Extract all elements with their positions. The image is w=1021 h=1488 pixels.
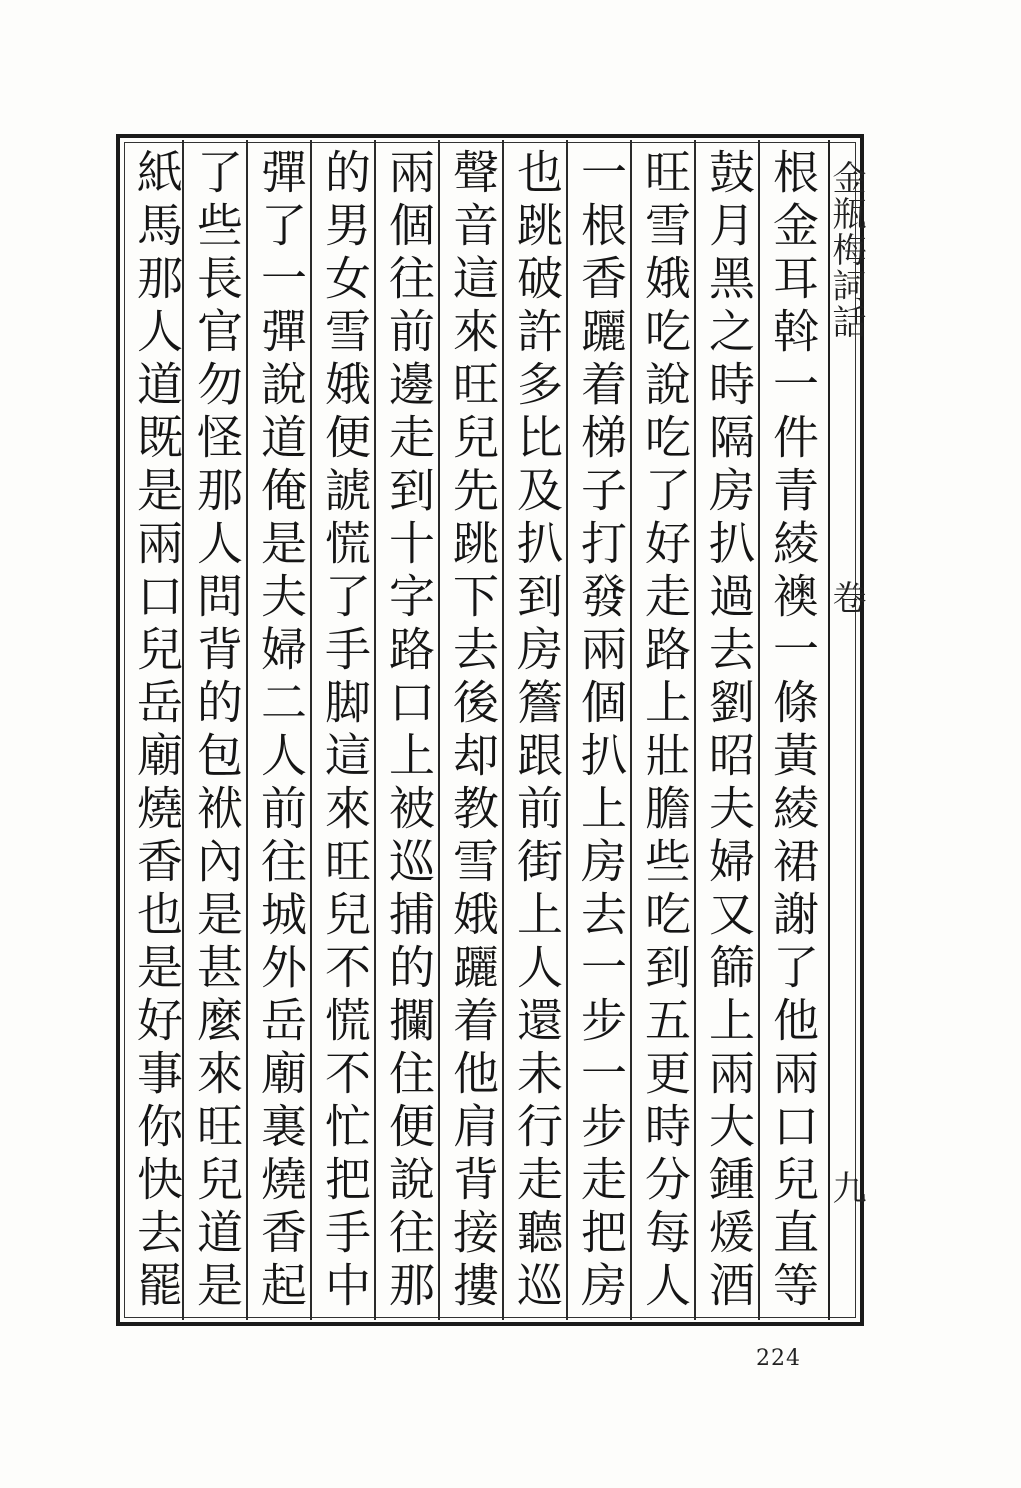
banner-column (826, 140, 866, 1320)
page-number: 224 (756, 1346, 801, 1371)
text-column-1: 根金耳斡一件青綾襖一條黃綾裙謝了他兩口兒直等 (758, 140, 828, 1320)
text-column-6: 聲音這來旺兒先跳下去後却教雪娥躧着他肩背接摟 (438, 140, 508, 1320)
text-columns (122, 140, 828, 1320)
folio-number: 九 (826, 1170, 866, 1204)
text-column-5: 也跳破許多比及扒到房簷跟前街上人還未行走聽巡 (502, 140, 572, 1320)
text-column-11: 紙馬那人道既是兩口兒岳廟燒香也是好事你快去罷 (130, 148, 184, 1314)
text-column-10: 了些長官勿怪那人問背的包袱內是甚麼來旺兒道是 (182, 140, 252, 1320)
text-column-7: 兩個往前邊走到十字路口上被巡捕的攔住便說往那 (374, 140, 444, 1320)
text-column-8: 的男女雪娥便諕慌了手脚這來旺兒不慌不忙把手中 (310, 140, 380, 1320)
juan-marker: 卷 (826, 580, 866, 614)
text-column-2: 鼓月黑之時隔房扒過去劉昭夫婦又篩上兩大鍾煖酒 (694, 140, 764, 1320)
text-column-3: 旺雪娥吃說吃了好走路上壯膽些吃到五更時分每人 (630, 140, 700, 1320)
book-title: 金瓶梅詞話 (826, 160, 866, 340)
text-column-4: 一根香躧着梯子打發兩個扒上房去一步一步走把房 (566, 140, 636, 1320)
text-column-9: 彈了一彈說道俺是夫婦二人前往城外岳廟裏燒香起 (246, 140, 316, 1320)
